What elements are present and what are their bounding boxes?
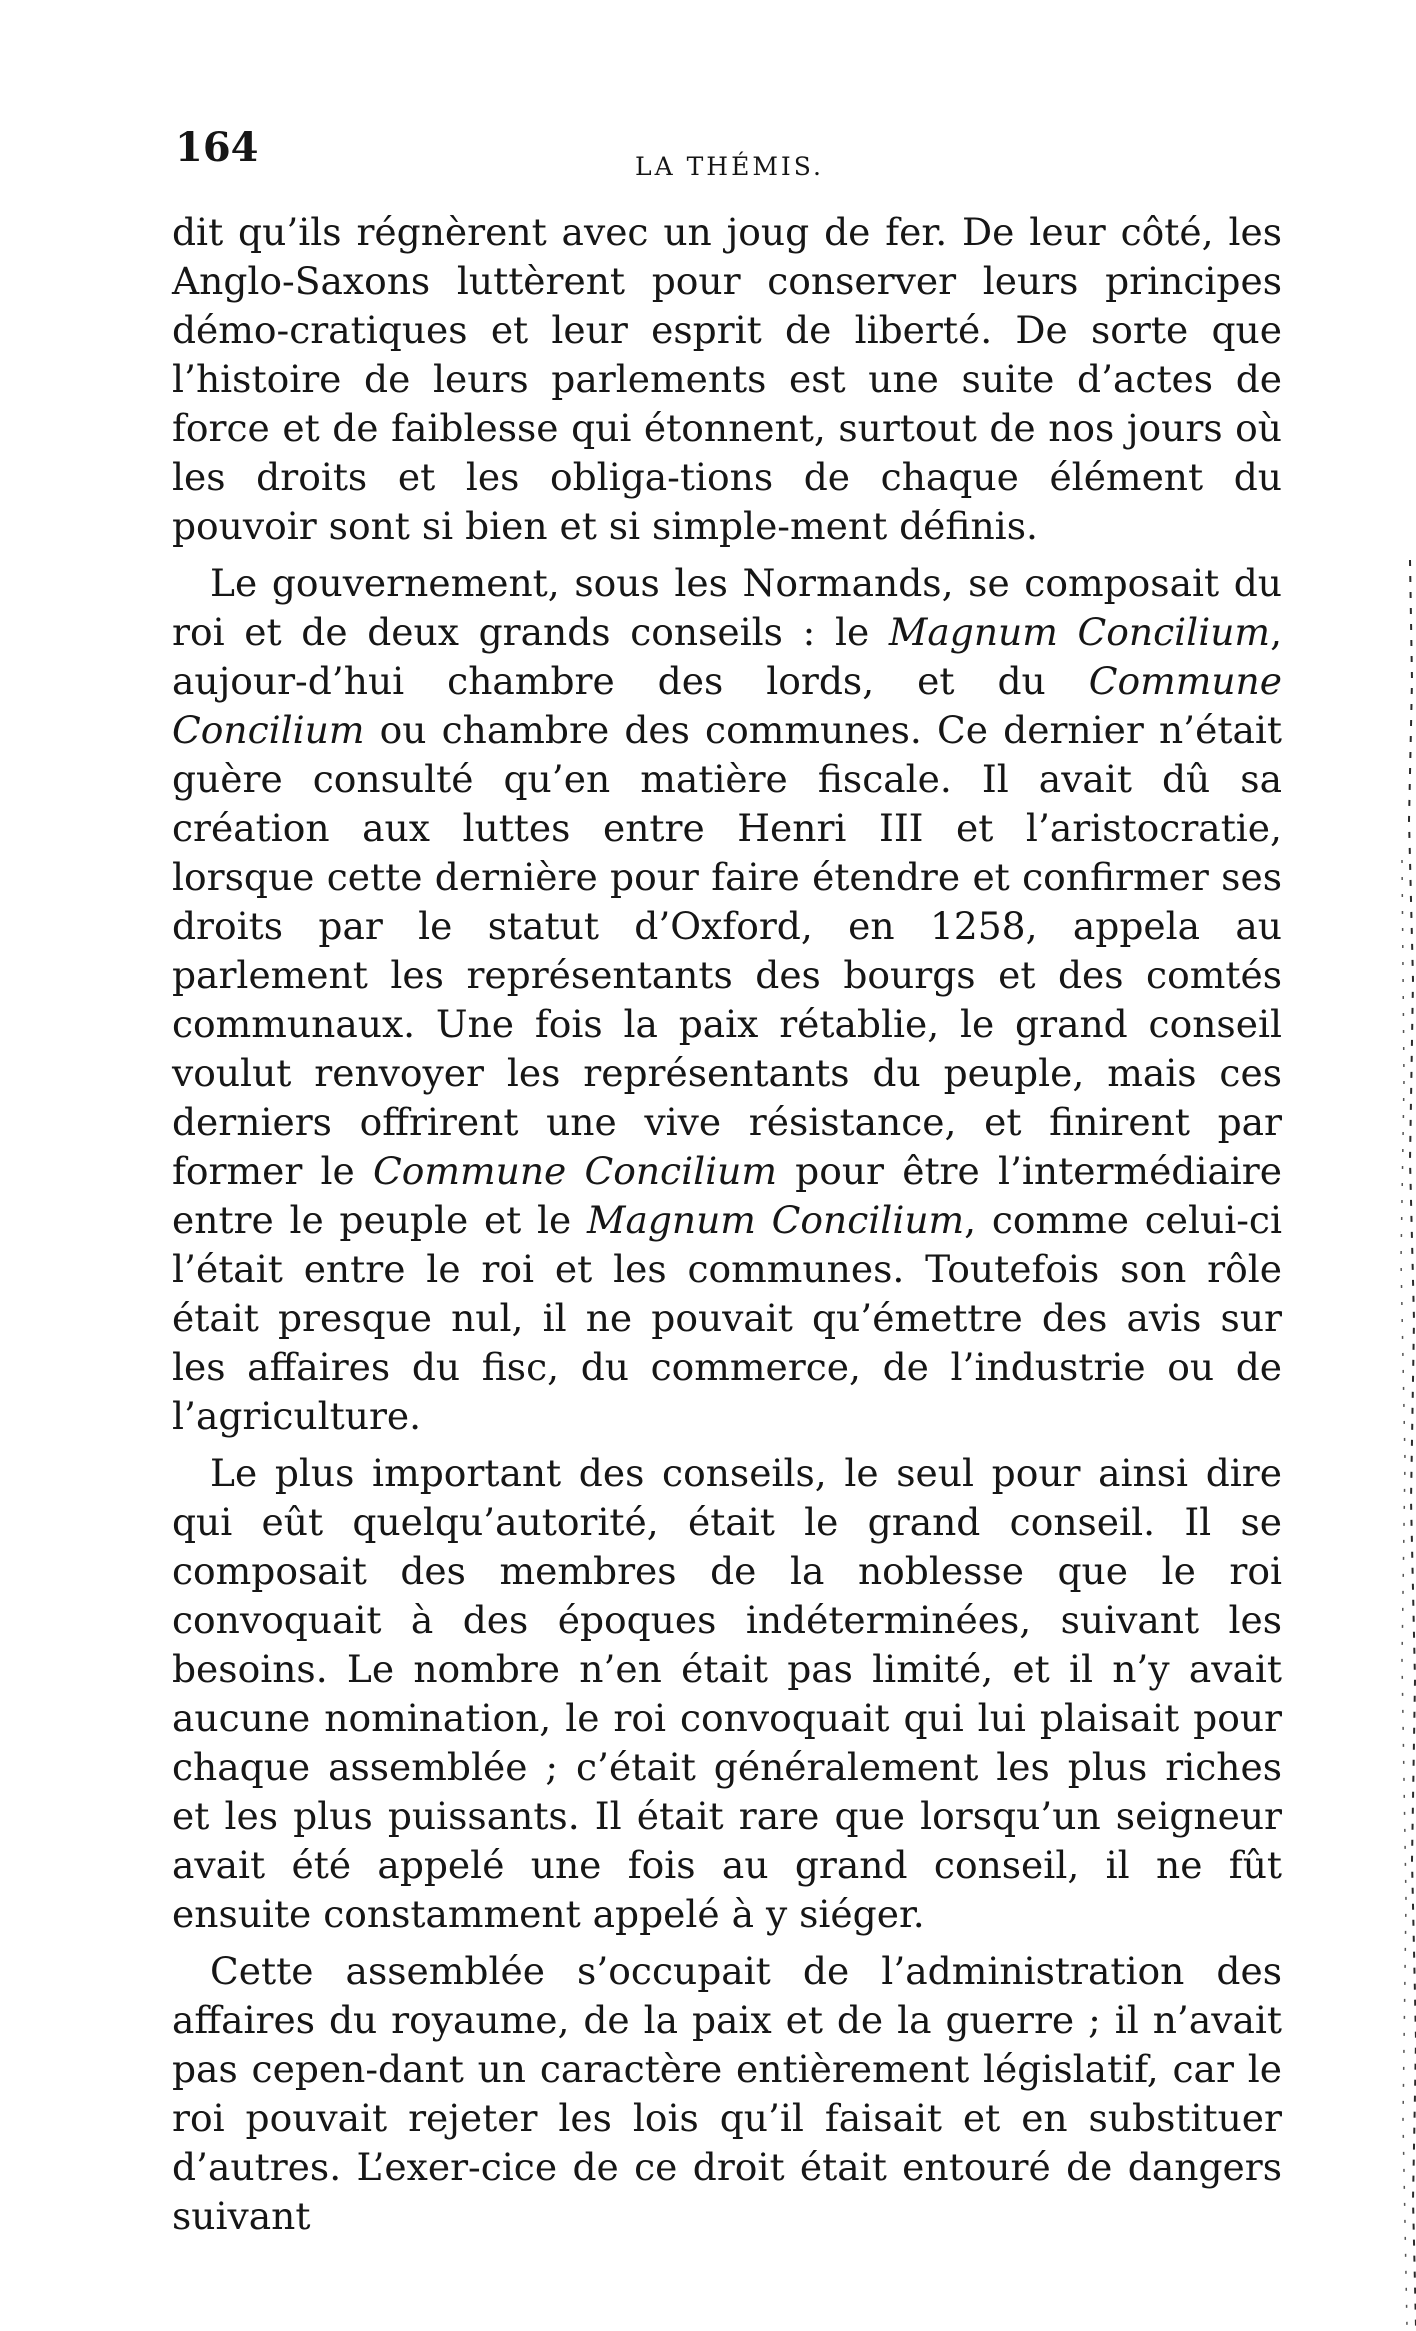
paragraph <box>172 559 1282 1441</box>
scan-edge-shadow <box>1382 560 1416 2327</box>
text-run: Le plus important des conseils, le seul pour ainsi dire qui eût quelqu’autorité, était le grand conseil. Il se composait des membres de la noblesse que le roi convoquait à des époques indéterminées, suivant les besoins. Le nombre n’en était pas limité, et il n’y avait aucune nomination, le roi convoquait qui lui plaisait pour chaque assemblée ; c’était généralement les plus riches et les plus puissants. Il était rare que lorsqu’un seigneur avait été appelé une fois au grand conseil, il ne fût ensuite constamment appelé à y siéger. <box>172 1451 1282 1936</box>
italic-term: Magnum Concilium <box>586 1198 965 1242</box>
text-run: , aujour-d’hui chambre des lords, et du <box>172 610 1283 703</box>
italic-term: Commune Concilium <box>172 659 1282 752</box>
text-run: Cette assemblée s’occupait de l’administration des affaires du royaume, de la paix et de la guerre ; il n’avait pas cepen-dant un caractère entièrement législatif, car le roi pouvait rejeter les lois qu’il faisait et en substituer d’autres. L’exer-cice de ce droit était entouré de dangers suivant <box>172 1949 1282 2238</box>
page-header <box>175 124 1275 184</box>
italic-term: Magnum Concilium <box>888 610 1271 654</box>
page-number: 164 <box>175 124 259 171</box>
text-run: ou chambre des communes. Ce dernier n’était guère consulté qu’en matière fiscale. Il avait dû sa création aux luttes entre Henri III et l’aristocratie, lorsque cette dernière pour faire étendre et confirmer ses droits par le statut d’Oxford, en 1258, appela au parlement les représentants des bourgs et des comtés communaux. Une fois la paix rétablie, le grand conseil voulut renvoyer les représentants du peuple, mais ces derniers offrirent une vive résistance, et finirent par former le <box>172 708 1282 1193</box>
italic-term: Commune Concilium <box>372 1149 777 1193</box>
text-run: pour être l’intermédiaire entre le peuple et le <box>172 1149 1283 1242</box>
paragraph <box>172 208 1282 551</box>
text-run: , comme celui-ci l’était entre le roi et les communes. Toutefois son rôle était presque nul, il ne pouvait qu’émettre des avis sur les affaires du fisc, du commerce, de l’industrie ou de l’agriculture. <box>172 1198 1282 1438</box>
running-title: LA THÉMIS. <box>635 152 824 181</box>
paragraph <box>172 1449 1282 1939</box>
body-text <box>172 208 1282 2241</box>
paragraph <box>172 1947 1282 2241</box>
text-run: Le gouvernement, sous les Normands, se composait du roi et de deux grands conseils : le <box>172 561 1282 654</box>
text-run: dit qu’ils régnèrent avec un joug de fer. De leur côté, les Anglo-Saxons luttèrent pour conserver leurs principes démo-cratiques et leur esprit de liberté. De sorte que l’histoire de leurs parlements est une suite d’actes de force et de faiblesse qui étonnent, surtout de nos jours où les droits et les obliga-tions de chaque élément du pouvoir sont si bien et si simple-ment définis. <box>172 210 1282 548</box>
